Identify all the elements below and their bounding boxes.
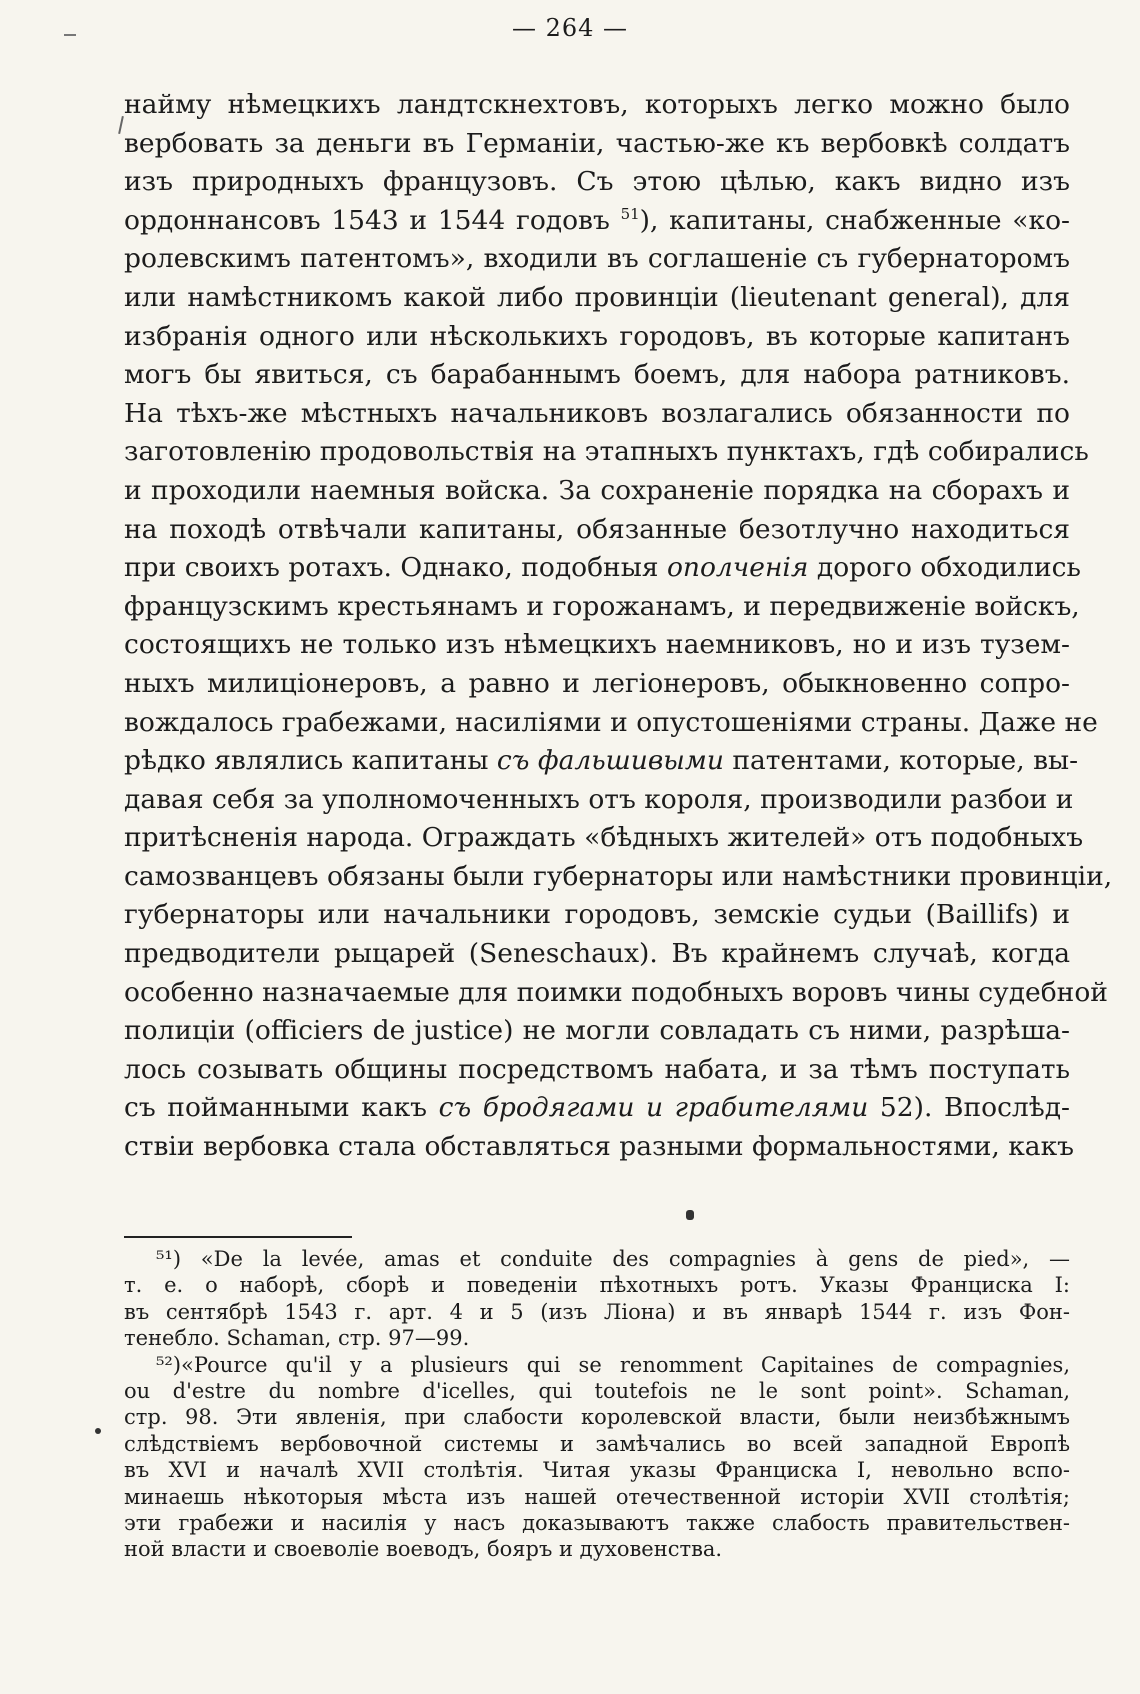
text-fragment: ордоннансовъ 1543 и 1544 годовъ bbox=[124, 204, 621, 236]
italic-text: съ фальшивыми bbox=[496, 745, 724, 777]
footnote-line: минаешь нѣкоторыя мѣста изъ нашей отечественной исторіи XVII столѣтія; bbox=[124, 1484, 1070, 1509]
text-line: особенно назначаемые для поимки подобныхъ воровъ чины судебной bbox=[124, 976, 1108, 1008]
footnote-line: ⁵¹) «De la levée, amas et conduite des compagnies à gens de pied», — bbox=[156, 1247, 1070, 1271]
text-line bbox=[124, 549, 1081, 588]
footnote-line: т. е. о наборѣ, сборѣ и поведеніи пѣхотныхъ ротъ. Указы Франциска I: bbox=[124, 1273, 1070, 1298]
text-fragment: ), капитаны, снабженные «ко- bbox=[639, 204, 1070, 236]
scan-artifact-tick bbox=[118, 116, 124, 134]
text-line: вождалось грабежами, насиліями и опустошеніями страны. Даже не bbox=[124, 706, 1098, 738]
text-line bbox=[124, 1089, 1070, 1128]
text-line: найму нѣмецкихъ ландтскнехтовъ, которыхъ легко можно было bbox=[124, 89, 1070, 120]
text-fragment: патентами, которые, вы- bbox=[723, 745, 1079, 777]
text-line: предводители рыцарей (Seneschaux). Въ крайнемъ случаѣ, когда bbox=[124, 938, 1070, 970]
text-line: могъ бы явиться, съ барабаннымъ боемъ, для набора ратниковъ. bbox=[124, 359, 1070, 391]
text-line: самозванцевъ обязаны были губернаторы или намѣстники провинціи, bbox=[124, 860, 1113, 892]
text-line: на походѣ отвѣчали капитаны, обязанные безотлучно находиться bbox=[124, 513, 1070, 545]
text-line: ролевскимъ патентомъ», входили въ соглашеніе съ губернаторомъ bbox=[124, 243, 1070, 275]
text-line: заготовленію продовольствія на этапныхъ пунктахъ, гдѣ собирались bbox=[124, 436, 1089, 468]
text-line: состоящихъ не только изъ нѣмецкихъ наемниковъ, но и изъ тузем- bbox=[124, 629, 1070, 661]
footnote-ref: 51 bbox=[620, 204, 640, 223]
footnote-line: тенебло. Schaman, стр. 97—99. bbox=[124, 1326, 470, 1351]
scan-artifact-dot bbox=[95, 1428, 101, 1434]
text-line bbox=[124, 202, 1070, 241]
text-line: давая себя за уполномоченныхъ отъ короля, производили разбои и bbox=[124, 783, 1074, 815]
text-line: изъ природныхъ французовъ. Съ этою цѣлью, какъ видно изъ bbox=[124, 166, 1070, 198]
footnote-rule bbox=[124, 1236, 352, 1238]
footnote-line: въ сентябрѣ 1543 г. арт. 4 и 5 (изъ Ліона) и въ январѣ 1544 г. изъ Фон- bbox=[124, 1299, 1070, 1324]
footnote-line: эти грабежи и насилія у насъ доказываютъ также слабость правительствен- bbox=[124, 1510, 1070, 1535]
text-line: полиціи (officiers de justice) не могли совладать съ ними, разрѣша- bbox=[124, 1015, 1070, 1047]
text-fragment: рѣдко являлись капитаны bbox=[124, 745, 497, 777]
text-line: лось созывать общины посредствомъ набата, и за тѣмъ поступать bbox=[124, 1053, 1070, 1085]
footnote-line: ou d'estre du nombre d'icelles, qui toutefois ne le sont point». Schaman, bbox=[124, 1378, 1070, 1403]
text-line: вербовать за деньги въ Германіи, частью-же къ вербовкѣ солдатъ bbox=[124, 127, 1070, 159]
italic-text: ополченія bbox=[666, 552, 809, 584]
text-line: ныхъ милиціонеровъ, а равно и легіонеровъ, обыкновенно сопро- bbox=[124, 667, 1070, 699]
text-line: и проходили наемныя войска. За сохраненіе порядка на сборахъ и bbox=[124, 474, 1070, 506]
text-line: или намѣстникомъ какой либо провинціи (lieutenant general), для bbox=[124, 281, 1070, 313]
footnote-line: ной власти и своеволіе воеводъ, бояръ и духовенства. bbox=[124, 1537, 723, 1562]
footnote-line: стр. 98. Эти явленія, при слабости королевской власти, были неизбѣжнымъ bbox=[124, 1405, 1070, 1430]
text-line: На тѣхъ-же мѣстныхъ начальниковъ возлагались обязанности по bbox=[124, 397, 1070, 429]
italic-text: съ бродягами и грабителями bbox=[438, 1092, 869, 1124]
scan-artifact-mark bbox=[686, 1210, 694, 1220]
text-line: французскимъ крестьянамъ и горожанамъ, и передвиженіе войскъ, bbox=[124, 590, 1080, 622]
footnote-line: ⁵²)«Pource qu'il y a plusieurs qui se renomment Capitaines de compagnies, bbox=[156, 1352, 1070, 1377]
text-line: ствіи вербовка стала обставляться разными формальностями, какъ bbox=[124, 1131, 1075, 1163]
footnote-line: въ XVI и началѣ XVII столѣтія. Читая указы Франциска I, невольно вспо- bbox=[124, 1458, 1070, 1483]
text-line: притѣсненія народа. Ограждать «бѣдныхъ жителей» отъ подобныхъ bbox=[124, 822, 1084, 854]
text-fragment: 52). Впослѣд- bbox=[868, 1092, 1070, 1124]
text-fragment: дорого обходились bbox=[808, 552, 1081, 584]
text-fragment: съ пойманными какъ bbox=[124, 1092, 439, 1124]
text-line bbox=[124, 742, 1079, 781]
main-text bbox=[124, 86, 1113, 1167]
footnotes bbox=[124, 1246, 1070, 1563]
footnote-line: слѣдствіемъ вербовочной системы и замѣчались во всей западной Европѣ bbox=[124, 1431, 1070, 1456]
text-line: губернаторы или начальники городовъ, земскіе судьи (Baillifs) и bbox=[124, 899, 1070, 931]
text-line: избранія одного или нѣсколькихъ городовъ, въ которые капитанъ bbox=[124, 320, 1070, 352]
text-fragment: при своихъ ротахъ. Однако, подобныя bbox=[124, 552, 667, 584]
page-number: — 264 — bbox=[511, 14, 629, 42]
